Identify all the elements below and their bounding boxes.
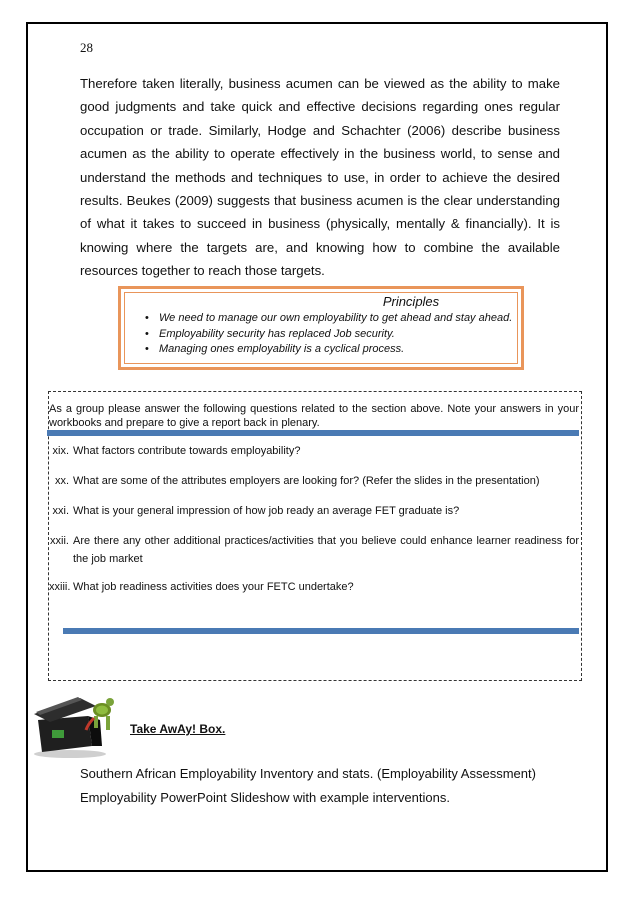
- question-number: xx.: [54, 475, 69, 487]
- resource-item: Employability PowerPoint Slideshow with example interventions.: [80, 790, 450, 805]
- principles-list: [145, 311, 512, 358]
- question-text: What are some of the attributes employers are looking for? (Refer the slides in the presentation): [73, 475, 540, 487]
- toolbox-turtle-icon: [30, 688, 116, 760]
- principle-item: • Employability security has replaced Job security.: [145, 327, 512, 343]
- resource-item: Southern African Employability Inventory and stats. (Employability Assessment): [80, 766, 536, 781]
- question-text: What job readiness activities does your FETC undertake?: [73, 581, 354, 593]
- question-text: What factors contribute towards employability?: [73, 445, 301, 457]
- bottom-divider-bar: [63, 628, 579, 634]
- principles-title-text: Principles: [382, 294, 440, 309]
- takeaway-resources: [80, 762, 536, 810]
- group-activity-box: [48, 391, 582, 681]
- principle-item: • We need to manage our own employability to get ahead and stay ahead.: [145, 311, 512, 327]
- principles-title: [121, 294, 521, 309]
- question-number: xxii.: [50, 535, 69, 547]
- page-number: 28: [80, 40, 93, 55]
- principle-item: • Managing ones employability is a cyclical process.: [145, 342, 512, 358]
- principles-box: [118, 286, 524, 370]
- question-number: xxi.: [52, 505, 69, 517]
- activity-intro: As a group please answer the following questions related to the section above. Note your answers in your workbooks and prepare to give a report back in plenary.: [49, 403, 579, 429]
- takeaway-title: Take AwAy! Box.: [130, 722, 226, 736]
- question-text: Are there any other additional practices/activities that you believe could enhance learner readiness for the job market: [73, 535, 579, 565]
- question-number: xix.: [52, 445, 69, 457]
- body-paragraph: Therefore taken literally, business acumen can be viewed as the ability to make good judgments and take quick and effective decisions regarding ones regular occupation or trade. Similarly, Hodge and Schachter (2006) describe business acumen as the ability to operate effectively in the business world, to sense and understand the methods and techniques to use, in order to achieve the desired results. Beukes (2009) suggests that business acumen is the clear understanding of what it takes to succeed in business (physically, mentally & financially). It is knowing where the targets are, and knowing how to combine the available resources together to reach those targets.: [80, 76, 560, 279]
- question-text: What is your general impression of how job ready an average FET graduate is?: [73, 505, 460, 517]
- top-divider-bar: [47, 430, 579, 436]
- question-number: xxiii.: [49, 581, 71, 593]
